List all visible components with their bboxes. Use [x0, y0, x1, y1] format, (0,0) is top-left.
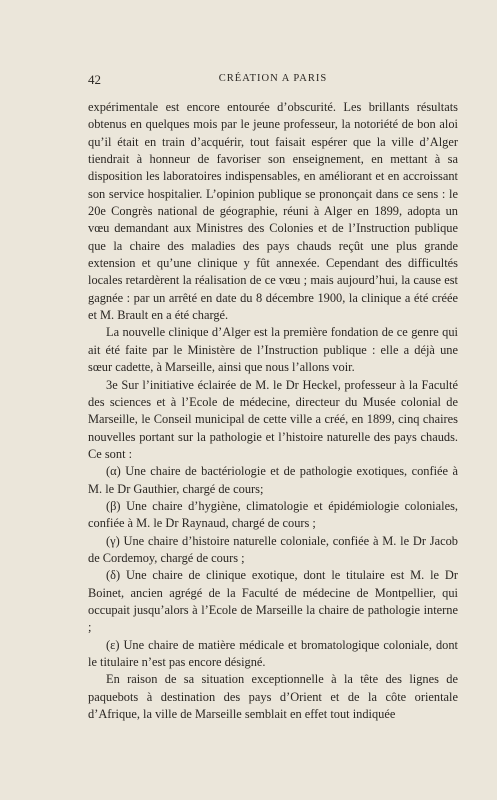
body-text — [88, 99, 458, 723]
list-item-epsilon: (ε) Une chaire de matière médicale et bromatologique coloniale, dont le titulaire n’est pas encore désigné. — [88, 637, 458, 669]
paragraph-marseille-situation: En raison de sa situation exceptionnelle à la tête des lignes de paquebots à destination des pays d’Orient et de la côte orientale d’Afrique, la ville de Marseille semblait en effet tout indiquée — [88, 672, 458, 722]
list-item-beta: (β) Une chaire d’hygiène, climatologie et épidémiologie coloniales, confiée à M. le Dr Raynaud, chargé de cours ; — [88, 498, 458, 531]
list-item-alpha: (α) Une chaire de bactériologie et de pathologie exotiques, confiée à M. le Dr Gauthier, chargé de cours; — [88, 464, 458, 496]
page-number: 42 — [88, 72, 101, 87]
paragraph-marseille-chairs: 3e Sur l’initiative éclairée de M. le Dr Heckel, professeur à la Faculté des sciences et à l’Ecole de médecine, directeur du Musée colonial de Marseille, le Conseil municipal de cette ville a créé, en 1899, cinq chaires nouvelles portant sur la pathologie et l’histoire naturelle des pays chauds. Ce sont : — [88, 377, 458, 461]
paragraph-continuation: expérimentale est encore entourée d’obscurité. Les brillants résultats obtenus en quelques mois par le jeune professeur, la notoriété de bon aloi qu’il était en train d’acquérir, tout faisait espérer que la ville d’Alger tiendrait à honneur de favoriser son enseignement, en mettant à sa disposition les laboratoires indispensables, en améliorant et en accroissant son service hospitalier. L’opinion publique se prononçait dans ce sens : le 20e Congrès national de géographie, réuni à Alger en 1899, adopta un vœu demandant aux Ministres des Colonies et de l’Instruction publique que la chaire des maladies des pays chauds reçût une plus grande extension et qu’une clinique y fût annexée. Cependant des difficultés locales retardèrent la réalisation de ce vœu ; mais aujourd’hui, la cause est gagnée : par un arrêté en date du 8 décembre 1900, la clinique a été créée et M. Brault en a été chargé. — [88, 100, 458, 323]
running-title: CRÉATION A PARIS — [218, 73, 328, 84]
list-item-delta: (δ) Une chaire de clinique exotique, dont le titulaire est M. le Dr Boinet, ancien agrégé de la Faculté de médecine de Montpellier, qui occupait jusqu’alors à l’Ecole de Marseille la chaire de pathologie interne ; — [88, 568, 458, 635]
list-item-gamma: (γ) Une chaire d’histoire naturelle coloniale, confiée à M. le Dr Jacob de Cordemoy, chargé de cours ; — [88, 533, 458, 565]
page-header — [88, 72, 458, 88]
paragraph-alger-clinic: La nouvelle clinique d’Alger est la première fondation de ce genre qui ait été faite par le Ministère de l’Instruction publique : elle a déjà une sœur cadette, à Marseille, ainsi que nous l’allons voir. — [88, 325, 458, 375]
